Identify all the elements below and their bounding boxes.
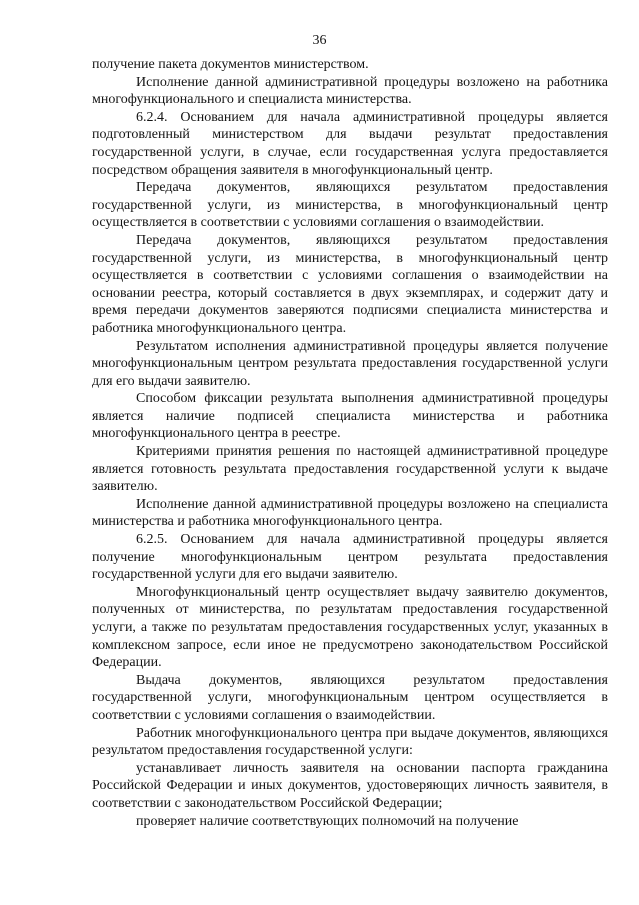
page-number: 36 [312, 33, 327, 48]
paragraph-13: Работник многофункционального центра при выдаче документов, являющихся результатом предоставления государственной услуги: [92, 725, 608, 759]
document-body [92, 56, 608, 830]
paragraph-14: устанавливает личность заявителя на основании паспорта гражданина Российской Федерации и иных документов, удостоверяющих личность заявителя, в соответствии с законодательством Российской Федерации; [92, 760, 608, 811]
paragraph-7: Способом фиксации результата выполнения административной процедуры является наличие подписей специалиста министерства и работника многофункционального центра в реестре. [92, 391, 608, 442]
paragraph-6: Результатом исполнения административной процедуры является получение многофункциональным центром результата предоставления государственной услуги для его выдачи заявителю. [92, 338, 608, 389]
paragraph-12: Выдача документов, являющихся результатом предоставления государственной услуги, многофункциональным центром осуществляется в соответствии с условиями соглашения о взаимодействии. [92, 672, 608, 723]
paragraph-1: получение пакета документов министерством. [92, 57, 369, 72]
paragraph-5: Передача документов, являющихся результатом предоставления государственной услуги, из министерства, в многофункциональный центр осуществляется в соответствии с условиями соглашения о взаимодействии на основании реестра, который составляется в двух экземплярах, и содержит дату и время передачи документов заверяются подписями специалиста министерства и работника многофункционального центра. [92, 232, 608, 336]
paragraph-10-section-6-2-5: 6.2.5. Основанием для начала административной процедуры является получение многофункциональным центром результата предоставления государственной услуги для его выдачи заявителю. [92, 532, 608, 583]
paragraph-2: Исполнение данной административной процедуры возложено на работника многофункционального и специалиста министерства. [92, 74, 608, 108]
paragraph-4: Передача документов, являющихся результатом предоставления государственной услуги, из министерства, в многофункциональный центр осуществляется в соответствии с условиями соглашения о взаимодействии. [92, 180, 608, 231]
paragraph-3-section-6-2-4: 6.2.4. Основанием для начала административной процедуры является подготовленный министерством для выдачи результат предоставления государственной услуги, в случае, если государственная услуга предоставляется посредством обращения заявителя в многофункциональный центр. [92, 109, 608, 178]
paragraph-15: проверяет наличие соответствующих полномочий на получение [136, 813, 519, 829]
paragraph-9: Исполнение данной административной процедуры возложено на специалиста министерства и работника многофункционального центра. [92, 496, 608, 530]
paragraph-11: Многофункциональный центр осуществляет выдачу заявителю документов, полученных от министерства, по результатам предоставления государственной услуги, а также по результатам предоставления государственных услуг, указанных в комплексном запросе, если иное не предусмотрено законодательством Российской Федерации. [92, 584, 608, 671]
paragraph-8: Критериями принятия решения по настоящей административной процедуре является готовность результата предоставления государственной услуги к выдаче заявителю. [92, 444, 608, 495]
